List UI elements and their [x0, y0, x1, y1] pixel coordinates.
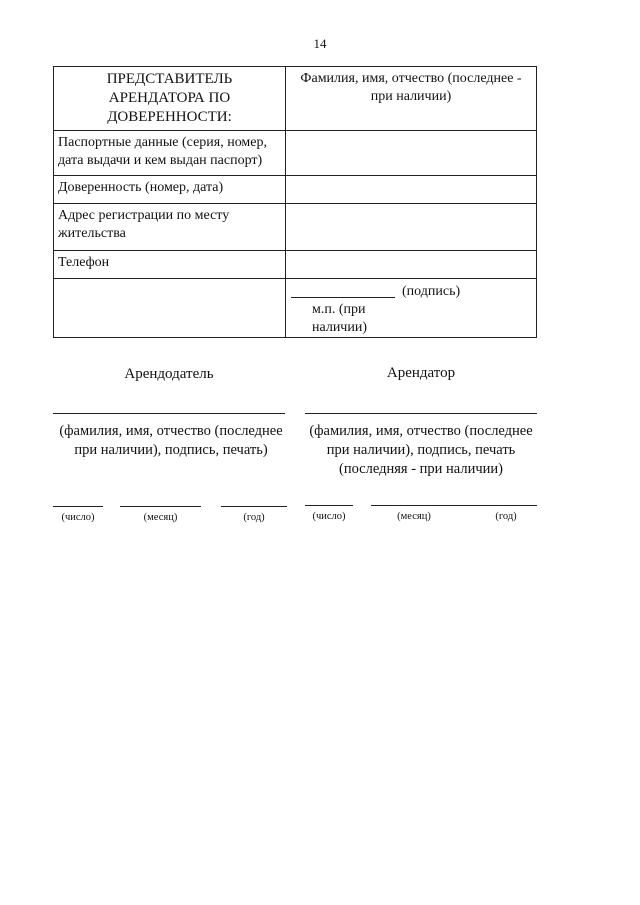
- empty-cell: [54, 279, 286, 338]
- landlord-month-label: (месяц): [143, 512, 178, 523]
- power-of-attorney-value-field[interactable]: [286, 176, 537, 204]
- tenant-day-label: (число): [312, 511, 346, 522]
- tenant-title: Арендатор: [386, 365, 456, 381]
- passport-label: Паспортные данные (серия, номер, дата выдачи и кем выдан паспорт): [54, 131, 286, 176]
- signature-cell: [286, 279, 537, 338]
- address-label: Адрес регистрации по месту жительства: [54, 204, 286, 251]
- tenant-description: (фамилия, имя, отчество (последнее при наличии), подпись, печать (последняя - при наличии): [309, 423, 533, 477]
- landlord-year-label: (год): [243, 512, 265, 523]
- landlord-signature-line[interactable]: [53, 413, 285, 414]
- tenant-year-label: (год): [495, 511, 517, 522]
- phone-value-field[interactable]: [286, 251, 537, 279]
- landlord-title: Арендодатель: [124, 366, 214, 382]
- page-number: 14: [313, 36, 327, 51]
- tenant-month-year-line[interactable]: [371, 505, 537, 506]
- tenant-month-label: (месяц): [397, 511, 431, 522]
- tenant-day-line[interactable]: [305, 505, 353, 506]
- header-right-cell: Фамилия, имя, отчество (последнее - при наличии): [286, 67, 537, 131]
- landlord-description: (фамилия, имя, отчество (последнее при наличии), подпись, печать): [59, 423, 283, 458]
- table-row: [54, 279, 537, 338]
- signature-line[interactable]: [291, 297, 395, 298]
- landlord-month-line[interactable]: [120, 506, 201, 507]
- landlord-day-line[interactable]: [53, 506, 103, 507]
- representative-table: [53, 66, 537, 338]
- table-row: [54, 131, 537, 176]
- phone-label: Телефон: [54, 251, 286, 279]
- landlord-day-label: (число): [61, 512, 95, 523]
- address-value-field[interactable]: [286, 204, 537, 251]
- table-row: [54, 204, 537, 251]
- tenant-signature-line[interactable]: [305, 413, 537, 414]
- table-header-row: [54, 67, 537, 131]
- table-row: [54, 251, 537, 279]
- table-row: [54, 176, 537, 204]
- passport-value-field[interactable]: [286, 131, 537, 176]
- power-of-attorney-label: Доверенность (номер, дата): [54, 176, 286, 204]
- landlord-year-line[interactable]: [221, 506, 287, 507]
- header-left-cell: ПРЕДСТАВИТЕЛЬ АРЕНДАТОРА ПО ДОВЕРЕННОСТИ:: [54, 67, 286, 131]
- stamp-label: м.п. (при наличии): [312, 302, 367, 335]
- signature-label: (подпись): [402, 284, 461, 299]
